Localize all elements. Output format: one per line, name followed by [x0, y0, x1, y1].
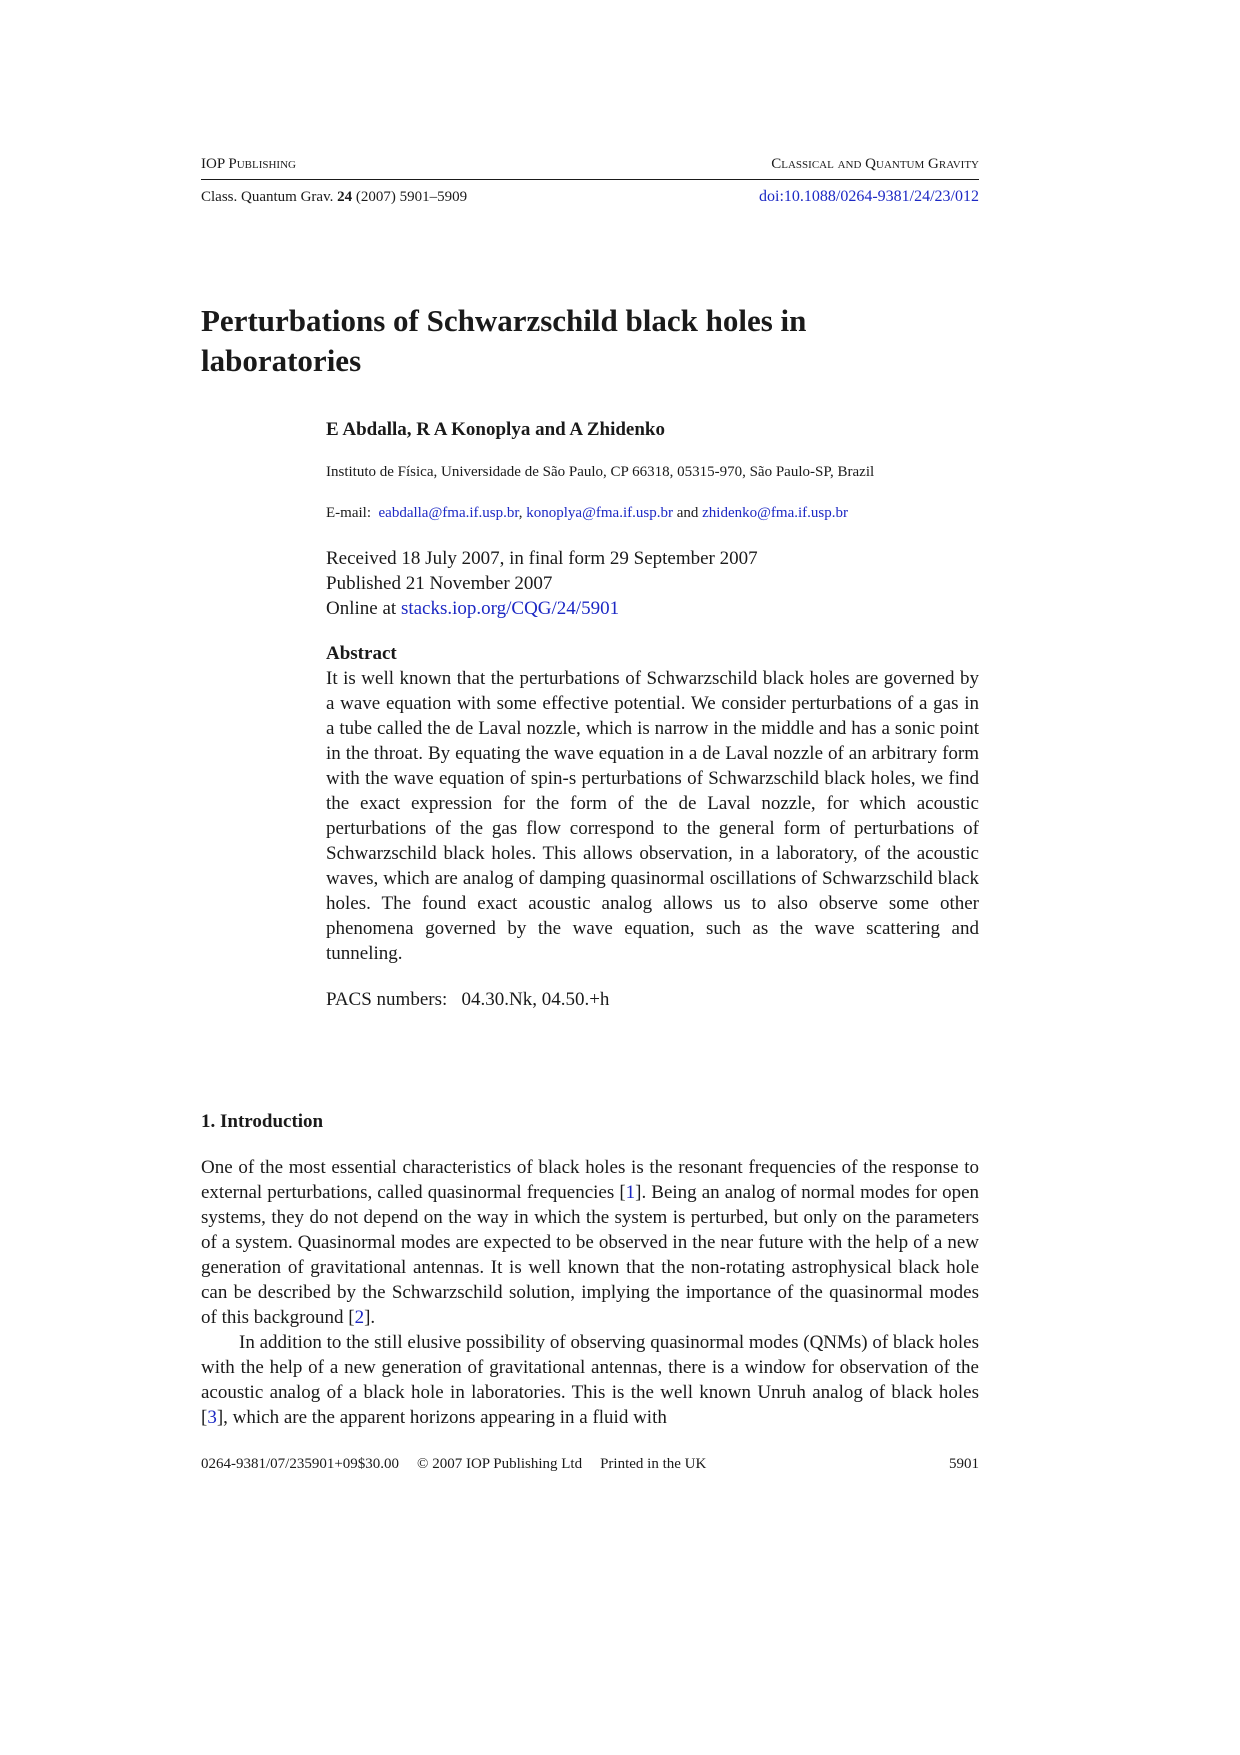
footer-left: [201, 1454, 706, 1474]
header-rule: [201, 179, 979, 180]
paper-page: [201, 0, 979, 1755]
publisher-name: IOP Publishing: [201, 156, 296, 172]
author-list: E Abdalla, R A Konoplya and A Zhidenko: [326, 419, 665, 440]
received-date: Received 18 July 2007, in final form 29 September 2007: [326, 548, 758, 569]
email-line: [326, 503, 979, 523]
online-link[interactable]: stacks.iop.org/CQG/24/5901: [400, 598, 620, 619]
publication-dates: [326, 546, 979, 621]
intro-p2-text-a: In addition to the still elusive possibility of observing quasinormal modes (QNMs) of black holes with the help of a new generation of gravitational antennas, there is a window for observation of the acoustic analog of a black hole in laboratories. This is the well known Unruh analog of black holes [: [201, 1332, 979, 1428]
citation-journal: Class. Quantum Grav.: [201, 189, 334, 205]
page-footer: [201, 1454, 979, 1474]
intro-paragraph-2: [201, 1330, 979, 1430]
doi-link[interactable]: doi:10.1088/0264-9381/24/23/012: [759, 188, 979, 205]
intro-p1-text-a: One of the most essential characteristics of black holes is the resonant frequencies of the response to external perturbations, called quasinormal frequencies [: [201, 1157, 979, 1203]
paper-title: Perturbations of Schwarzschild black holes in laboratories: [201, 303, 807, 378]
issn-price-code: 0264-9381/07/235901+09$30.00: [201, 1456, 400, 1472]
pacs-values: 04.30.Nk, 04.50.+h: [461, 989, 610, 1010]
affiliation: Instituto de Física, Universidade de São Paulo, CP 66318, 05315-970, São Paulo-SP, Brazil: [326, 464, 875, 480]
intro-p1-text-c: ].: [364, 1307, 376, 1328]
pacs-label: PACS numbers:: [326, 989, 448, 1010]
citation-ref-1[interactable]: 1: [625, 1182, 636, 1203]
abstract-heading: Abstract: [326, 643, 397, 664]
citation-ref-2[interactable]: 2: [354, 1307, 365, 1328]
citation-volume: 24: [337, 189, 353, 205]
abstract-text: It is well known that the perturbations of Schwarzschild black holes are governed by a wave equation with some effective potential. We consider perturbations of a gas in a tube called the de Laval nozzle, which is narrow in the middle and has a sonic point in the throat. By equating the wave equation in a de Laval nozzle of an arbitrary form with the wave equation of spin-s perturbations of Schwarzschild black holes, we find the exact expression for the form of the de Laval nozzle, for which acoustic perturbations of the gas flow correspond to the general form of perturbations of Schwarzschild black holes. This allows observation, in a laboratory, of the acoustic waves, which are analog of damping quasinormal oscillations of Schwarzschild black holes. The found exact acoustic analog allows us to also observe some other phenomena governed by the wave equation, such as the wave scattering and tunneling.: [326, 668, 979, 964]
intro-p2-text-b: ], which are the apparent horizons appearing in a fluid with: [216, 1407, 667, 1428]
citation-row: [201, 187, 979, 207]
citation-pages: (2007) 5901–5909: [355, 189, 468, 205]
copyright-notice: © 2007 IOP Publishing Ltd: [417, 1456, 583, 1472]
citation-ref-3[interactable]: 3: [207, 1407, 217, 1428]
email-link-konoplya[interactable]: konoplya@fma.if.usp.br: [526, 505, 673, 521]
online-label: Online at: [326, 598, 397, 619]
section-body-introduction: [201, 1155, 979, 1430]
printed-notice: Printed in the UK: [600, 1456, 707, 1472]
email-link-zhidenko[interactable]: zhidenko@fma.if.usp.br: [702, 505, 849, 521]
intro-paragraph-1: [201, 1155, 979, 1330]
citation: [201, 187, 467, 207]
running-header: [201, 155, 979, 173]
pacs-line: [326, 987, 979, 1012]
email-label: E-mail:: [326, 505, 371, 521]
published-date: Published 21 November 2007: [326, 573, 553, 594]
email-and: and: [676, 505, 699, 521]
section-heading-introduction: 1. Introduction: [201, 1111, 324, 1132]
page-number: 5901: [949, 1456, 979, 1472]
email-separator: ,: [518, 505, 523, 521]
intro-p1-text-b: ]. Being an analog of normal modes for open systems, they do not depend on the way in which the system is perturbed, but only on the parameters of a system. Quasinormal modes are expected to be observed in the near future with the help of a new generation of gravitational antennas. It is well known that the non-rotating astrophysical black hole can be described by the Schwarzschild solution, implying the importance of the quasinormal modes of this background [: [201, 1182, 979, 1328]
email-link-abdalla[interactable]: eabdalla@fma.if.usp.br: [378, 505, 519, 521]
journal-name: Classical and Quantum Gravity: [771, 156, 979, 172]
online-line: [326, 596, 979, 621]
